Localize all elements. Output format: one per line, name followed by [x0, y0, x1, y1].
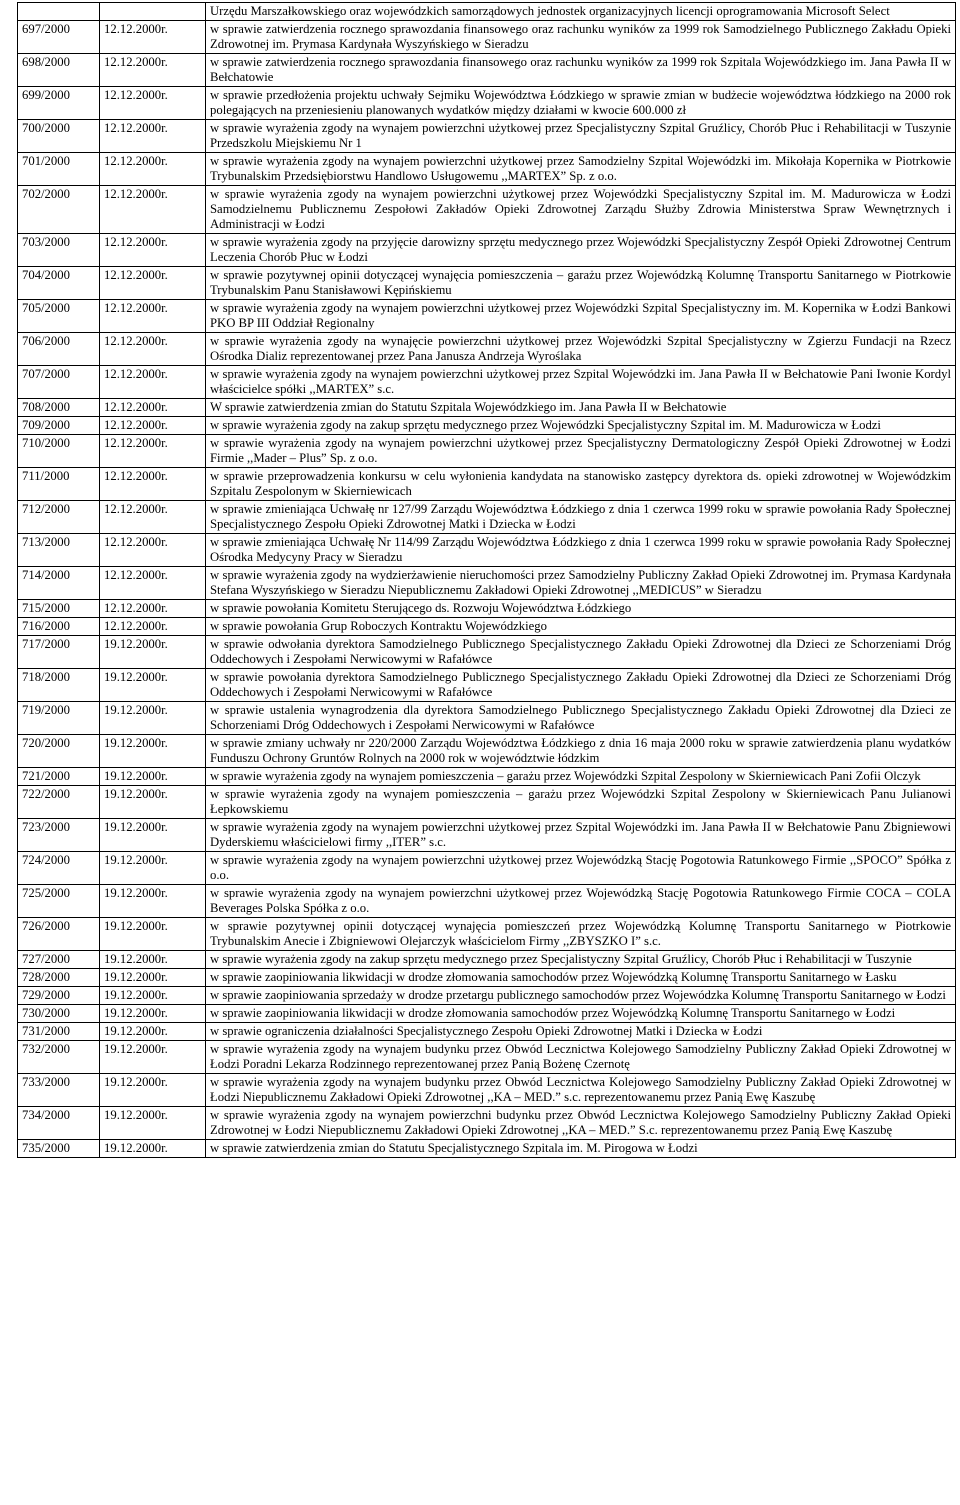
table-row	[18, 1041, 956, 1074]
resolution-date: 12.12.2000r.	[100, 153, 206, 186]
resolution-subject: w sprawie wyrażenia zgody na wynajem pomieszczenia – garażu przez Wojewódzki Szpital Zespolony w Skierniewicach Panu Julianowi Łepkowskiemu	[206, 786, 956, 819]
resolution-date: 12.12.2000r.	[100, 435, 206, 468]
table-row	[18, 501, 956, 534]
resolution-date: 19.12.2000r.	[100, 702, 206, 735]
resolutions-table-body	[18, 3, 956, 1158]
resolution-date: 12.12.2000r.	[100, 600, 206, 618]
table-row	[18, 417, 956, 435]
resolution-subject: w sprawie wyrażenia zgody na zakup sprzętu medycznego przez Wojewódzki Specjalistyczny Szpital im. M. Madurowicza w Łodzi	[206, 417, 956, 435]
table-row	[18, 786, 956, 819]
resolution-subject: w sprawie zmieniająca Uchwałę nr 127/99 Zarządu Województwa Łódzkiego z dnia 1 czerwca 1999 roku w sprawie powołania Rady Społecznej Specjalistycznego Zespołu Opieki Zdrowotnej Matki i Dziecka w Łodzi	[206, 501, 956, 534]
resolution-number: 712/2000	[18, 501, 100, 534]
resolution-date: 12.12.2000r.	[100, 417, 206, 435]
resolution-number: 699/2000	[18, 87, 100, 120]
resolution-subject: w sprawie wyrażenia zgody na wynajem powierzchni użytkowej przez Wojewódzki Szpital Specjalistyczny im. M. Kopernika w Łodzi Bankowi PKO BP III Oddział Regionalny	[206, 300, 956, 333]
resolution-date: 19.12.2000r.	[100, 1107, 206, 1140]
resolution-subject: w sprawie wyrażenia zgody na wynajęcie powierzchni użytkowej przez Wojewódzki Szpital Specjalistyczny w Zgierzu Fundacji na Rzecz Ośrodka Dializ reprezentowanej przez Pana Janusza Andrzeja Wyroślaka	[206, 333, 956, 366]
resolution-subject: w sprawie wyrażenia zgody na wynajem powierzchni użytkowej przez Wojewódzki Specjalistyczny Szpital im. M. Madurowicza w Łodzi Samodzielnemu Publicznemu Zespołowi Zakładów Opieki Zdrowotnej Zarządu Służby Zdrowia Ministerstwa Spraw Wewnętrznych i Administracji w Łodzi	[206, 186, 956, 234]
table-row	[18, 735, 956, 768]
resolution-date: 12.12.2000r.	[100, 54, 206, 87]
resolution-number: 728/2000	[18, 969, 100, 987]
resolution-subject: w sprawie wyrażenia zgody na wynajem powierzchni użytkowej przez Wojewódzką Stację Pogotowia Ratunkowego Firmie ,,SPOCO” Spółka z o.o.	[206, 852, 956, 885]
resolution-date: 12.12.2000r.	[100, 468, 206, 501]
table-row	[18, 120, 956, 153]
table-row	[18, 618, 956, 636]
table-row	[18, 987, 956, 1005]
resolution-subject: w sprawie przedłożenia projektu uchwały Sejmiku Województwa Łódzkiego w sprawie zmian w budżecie województwa łódzkiego na 2000 rok polegających na przeniesieniu planowanych wydatków między działami w kwocie 600.000 zł	[206, 87, 956, 120]
resolution-subject: w sprawie przeprowadzenia konkursu w celu wyłonienia kandydata na stanowisko zastępcy dyrektora ds. opieki zdrowotnej w Wojewódzkim Szpitalu Zespolonym w Skierniewicach	[206, 468, 956, 501]
resolution-number: 717/2000	[18, 636, 100, 669]
resolution-subject: w sprawie wyrażenia zgody na wynajem pomieszczenia – garażu przez Wojewódzki Szpital Zespolony w Skierniewicach Pani Zofii Olczyk	[206, 768, 956, 786]
table-row	[18, 153, 956, 186]
resolution-date: 19.12.2000r.	[100, 735, 206, 768]
resolution-number: 726/2000	[18, 918, 100, 951]
resolution-subject: w sprawie zatwierdzenia rocznego sprawozdania finansowego oraz rachunku wyników za 1999 rok Szpitala Wojewódzkiego im. Jana Pawła II w Bełchatowie	[206, 54, 956, 87]
resolution-date	[100, 3, 206, 21]
resolution-subject: w sprawie zaopiniowania sprzedaży w drodze przetargu publicznego samochodów przez Wojewódzka Kolumnę Transportu Sanitarnego w Łodzi	[206, 987, 956, 1005]
table-row	[18, 333, 956, 366]
resolution-number: 704/2000	[18, 267, 100, 300]
resolution-number: 713/2000	[18, 534, 100, 567]
resolution-number: 702/2000	[18, 186, 100, 234]
table-row	[18, 1074, 956, 1107]
resolution-number: 721/2000	[18, 768, 100, 786]
resolution-subject: w sprawie powołania dyrektora Samodzielnego Publicznego Specjalistycznego Zakładu Opieki Zdrowotnej dla Dzieci ze Schorzeniami Dróg Oddechowych i Zespołami Nerwicowymi w Rafałówce	[206, 669, 956, 702]
resolution-date: 19.12.2000r.	[100, 852, 206, 885]
table-row	[18, 534, 956, 567]
table-row	[18, 399, 956, 417]
resolution-number: 729/2000	[18, 987, 100, 1005]
resolution-number: 735/2000	[18, 1140, 100, 1158]
resolution-number: 708/2000	[18, 399, 100, 417]
resolution-number: 722/2000	[18, 786, 100, 819]
resolution-subject: w sprawie zatwierdzenia rocznego sprawozdania finansowego oraz rachunku wyników za 1999 rok Samodzielnego Publicznego Zakładu Opieki Zdrowotnej im. Prymasa Kardynała Wyszyńskiego w Sieradzu	[206, 21, 956, 54]
resolution-date: 19.12.2000r.	[100, 1074, 206, 1107]
resolution-number: 724/2000	[18, 852, 100, 885]
resolution-date: 12.12.2000r.	[100, 567, 206, 600]
resolution-date: 12.12.2000r.	[100, 267, 206, 300]
resolution-number: 705/2000	[18, 300, 100, 333]
resolution-number: 719/2000	[18, 702, 100, 735]
resolution-date: 12.12.2000r.	[100, 234, 206, 267]
resolution-number: 723/2000	[18, 819, 100, 852]
resolution-number: 733/2000	[18, 1074, 100, 1107]
resolution-subject: w sprawie wyrażenia zgody na wynajem powierzchni użytkowej przez Szpital Wojewódzki im. Jana Pawła II w Bełchatowie Pani Iwonie Kordyl właścicielce spółki ,,MARTEX” s.c.	[206, 366, 956, 399]
table-row	[18, 567, 956, 600]
resolution-subject: w sprawie odwołania dyrektora Samodzielnego Publicznego Specjalistycznego Zakładu Opieki Zdrowotnej dla Dzieci ze Schorzeniami Dróg Oddechowych i Zespołami Nerwicowymi w Rafałówce	[206, 636, 956, 669]
resolution-date: 19.12.2000r.	[100, 786, 206, 819]
resolution-subject: w sprawie wyrażenia zgody na wynajem powierzchni użytkowej przez Szpital Wojewódzki im. Jana Pawła II w Bełchatowie Panu Zbigniewowi Dyderskiemu właścicielowi firmy ,,ITER” s.c.	[206, 819, 956, 852]
table-row	[18, 951, 956, 969]
table-row	[18, 819, 956, 852]
resolution-date: 12.12.2000r.	[100, 618, 206, 636]
resolution-subject: w sprawie wyrażenia zgody na wydzierżawienie nieruchomości przez Samodzielny Publiczny Zakład Opieki Zdrowotnej im. Prymasa Kardynała Stefana Wyszyńskiego w Sieradzu Niepublicznemu Zakładowi Opieki Zdrowotnej ,,MEDICUS” w Sieradzu	[206, 567, 956, 600]
resolution-subject: w sprawie ustalenia wynagrodzenia dla dyrektora Samodzielnego Publicznego Specjalistycznego Zakładu Opieki Zdrowotnej dla Dzieci ze Schorzeniami Dróg Oddechowych i Zespołami Nerwicowymi w Rafałówce	[206, 702, 956, 735]
resolution-date: 12.12.2000r.	[100, 120, 206, 153]
table-row	[18, 21, 956, 54]
table-row	[18, 87, 956, 120]
resolution-number: 711/2000	[18, 468, 100, 501]
resolution-number: 710/2000	[18, 435, 100, 468]
resolution-number: 730/2000	[18, 1005, 100, 1023]
resolution-subject: W sprawie zatwierdzenia zmian do Statutu Szpitala Wojewódzkiego im. Jana Pawła II w Bełchatowie	[206, 399, 956, 417]
resolution-date: 19.12.2000r.	[100, 969, 206, 987]
resolution-subject: w sprawie zmiany uchwały nr 220/2000 Zarządu Województwa Łódzkiego z dnia 16 maja 2000 roku w sprawie zatwierdzenia planu wydatków Funduszu Ochrony Gruntów Rolnych na 2000 rok w województwie łódzkim	[206, 735, 956, 768]
table-row	[18, 885, 956, 918]
resolution-number: 701/2000	[18, 153, 100, 186]
resolution-date: 19.12.2000r.	[100, 1140, 206, 1158]
resolution-date: 12.12.2000r.	[100, 87, 206, 120]
resolution-number: 697/2000	[18, 21, 100, 54]
table-row	[18, 702, 956, 735]
table-row	[18, 300, 956, 333]
resolution-date: 12.12.2000r.	[100, 186, 206, 234]
resolution-subject: w sprawie wyrażenia zgody na wynajem powierzchni użytkowej przez Specjalistyczny Dermatologiczny Zespół Opieki Zdrowotnej w Łodzi Firmie ,,Mader – Plus” Sp. z o.o.	[206, 435, 956, 468]
table-row	[18, 1023, 956, 1041]
resolution-number: 732/2000	[18, 1041, 100, 1074]
resolution-date: 19.12.2000r.	[100, 885, 206, 918]
table-row	[18, 366, 956, 399]
table-row	[18, 600, 956, 618]
resolution-date: 19.12.2000r.	[100, 1005, 206, 1023]
resolution-number: 734/2000	[18, 1107, 100, 1140]
table-row	[18, 267, 956, 300]
table-row	[18, 1107, 956, 1140]
resolution-subject: w sprawie zatwierdzenia zmian do Statutu Specjalistycznego Szpitala im. M. Pirogowa w Łodzi	[206, 1140, 956, 1158]
resolution-subject: w sprawie wyrażenia zgody na przyjęcie darowizny sprzętu medycznego przez Wojewódzki Specjalistyczny Zespół Opieki Zdrowotnej Centrum Leczenia Chorób Płuc w Łodzi	[206, 234, 956, 267]
resolution-date: 12.12.2000r.	[100, 534, 206, 567]
table-row	[18, 468, 956, 501]
resolution-subject: w sprawie ograniczenia działalności Specjalistycznego Zespołu Opieki Zdrowotnej Matki i Dziecka w Łodzi	[206, 1023, 956, 1041]
resolution-subject: w sprawie powołania Grup Roboczych Kontraktu Wojewódzkiego	[206, 618, 956, 636]
resolution-number: 707/2000	[18, 366, 100, 399]
resolution-number: 700/2000	[18, 120, 100, 153]
table-row	[18, 3, 956, 21]
resolution-date: 19.12.2000r.	[100, 918, 206, 951]
resolution-date: 12.12.2000r.	[100, 21, 206, 54]
resolutions-table	[17, 2, 956, 1158]
resolution-date: 12.12.2000r.	[100, 333, 206, 366]
resolution-number: 727/2000	[18, 951, 100, 969]
resolution-number: 709/2000	[18, 417, 100, 435]
table-row	[18, 1005, 956, 1023]
resolution-number: 718/2000	[18, 669, 100, 702]
table-row	[18, 234, 956, 267]
table-row	[18, 636, 956, 669]
resolution-date: 12.12.2000r.	[100, 366, 206, 399]
resolution-number: 714/2000	[18, 567, 100, 600]
resolution-subject: w sprawie zmieniająca Uchwałę Nr 114/99 Zarządu Województwa Łódzkiego z dnia 1 czerwca 1999 roku w sprawie powołania Rady Społecznej Ośrodka Medycyny Pracy w Sieradzu	[206, 534, 956, 567]
resolution-date: 19.12.2000r.	[100, 669, 206, 702]
resolution-date: 12.12.2000r.	[100, 501, 206, 534]
resolution-subject: w sprawie pozytywnej opinii dotyczącej wynajęcia pomieszczeń przez Wojewódzką Kolumnę Transportu Sanitarnego w Piotrkowie Trybunalskim Anecie i Zbigniewowi Olejarczyk właścicielom Firmy ,,ZBYSZKO I” s.c.	[206, 918, 956, 951]
resolution-subject: w sprawie wyrażenia zgody na zakup sprzętu medycznego przez Specjalistyczny Szpital Gruźlicy, Chorób Płuc i Rehabilitacji w Tuszynie	[206, 951, 956, 969]
resolution-number: 716/2000	[18, 618, 100, 636]
resolution-subject: w sprawie wyrażenia zgody na wynajem powierzchni budynku przez Obwód Lecznictwa Kolejowego Samodzielny Publiczny Zakład Opieki Zdrowotnej w Łodzi Niepublicznemu Zakładowi Opieki Zdrowotnej ,,KA – MED.” S.c. reprezentowanemu przez Panią Ewę Kaszubę	[206, 1107, 956, 1140]
resolution-number: 706/2000	[18, 333, 100, 366]
resolution-subject: w sprawie wyrażenia zgody na wynajem budynku przez Obwód Lecznictwa Kolejowego Samodzielny Publiczny Zakład Opieki Zdrowotnej w Łodzi Niepublicznemu Zakładowi Opieki Zdrowotnej ,,KA – MED.” s.c. reprezentowanemu przez Panią Ewę Kaszubę	[206, 1074, 956, 1107]
resolution-subject: w sprawie wyrażenia zgody na wynajem powierzchni użytkowej przez Wojewódzką Stację Pogotowia Ratunkowego Firmie COCA – COLA Beverages Polska Spółka z o.o.	[206, 885, 956, 918]
resolution-number: 731/2000	[18, 1023, 100, 1041]
resolution-number: 715/2000	[18, 600, 100, 618]
resolution-number	[18, 3, 100, 21]
table-row	[18, 852, 956, 885]
resolution-subject: w sprawie wyrażenia zgody na wynajem budynku przez Obwód Lecznictwa Kolejowego Samodzielny Publiczny Zakład Opieki Zdrowotnej w Łodzi Poradni Lekarza Rodzinnego reprezentowanej przez Panią Bożenę Czernotę	[206, 1041, 956, 1074]
resolution-date: 19.12.2000r.	[100, 1023, 206, 1041]
resolution-date: 19.12.2000r.	[100, 987, 206, 1005]
table-row	[18, 1140, 956, 1158]
resolution-subject: w sprawie zaopiniowania likwidacji w drodze złomowania samochodów przez Wojewódzką Kolumnę Transportu Sanitarnego w Łasku	[206, 969, 956, 987]
resolution-date: 19.12.2000r.	[100, 636, 206, 669]
table-row	[18, 768, 956, 786]
resolution-date: 12.12.2000r.	[100, 300, 206, 333]
resolution-subject: w sprawie powołania Komitetu Sterującego ds. Rozwoju Województwa Łódzkiego	[206, 600, 956, 618]
resolution-date: 12.12.2000r.	[100, 399, 206, 417]
resolution-date: 19.12.2000r.	[100, 951, 206, 969]
resolution-date: 19.12.2000r.	[100, 1041, 206, 1074]
resolution-subject: w sprawie zaopiniowania likwidacji w drodze złomowania samochodów przez Wojewódzką Kolumnę Transportu Sanitarnego w Łodzi	[206, 1005, 956, 1023]
resolution-number: 703/2000	[18, 234, 100, 267]
table-row	[18, 186, 956, 234]
resolution-date: 19.12.2000r.	[100, 819, 206, 852]
resolution-number: 698/2000	[18, 54, 100, 87]
table-row	[18, 435, 956, 468]
table-row	[18, 669, 956, 702]
resolution-subject: w sprawie pozytywnej opinii dotyczącej wynajęcia pomieszczenia – garażu przez Wojewódzką Kolumnę Transportu Sanitarnego w Piotrkowie Trybunalskim Panu Stanisławowi Kępińskiemu	[206, 267, 956, 300]
resolution-number: 720/2000	[18, 735, 100, 768]
resolution-date: 19.12.2000r.	[100, 768, 206, 786]
resolution-subject: w sprawie wyrażenia zgody na wynajem powierzchni użytkowej przez Samodzielny Szpital Wojewódzki im. Mikołaja Kopernika w Piotrkowie Trybunalskim Przedsiębiorstwu Handlowo Usługowemu ,,MARTEX” Sp. z o.o.	[206, 153, 956, 186]
resolution-subject: Urzędu Marszałkowskiego oraz wojewódzkich samorządowych jednostek organizacyjnych licencji oprogramowania Microsoft Select	[206, 3, 956, 21]
resolution-subject: w sprawie wyrażenia zgody na wynajem powierzchni użytkowej przez Specjalistyczny Szpital Gruźlicy, Chorób Płuc i Rehabilitacji w Tuszynie Przedszkolu Miejskiemu Nr 1	[206, 120, 956, 153]
table-row	[18, 969, 956, 987]
table-row	[18, 918, 956, 951]
table-row	[18, 54, 956, 87]
resolution-number: 725/2000	[18, 885, 100, 918]
